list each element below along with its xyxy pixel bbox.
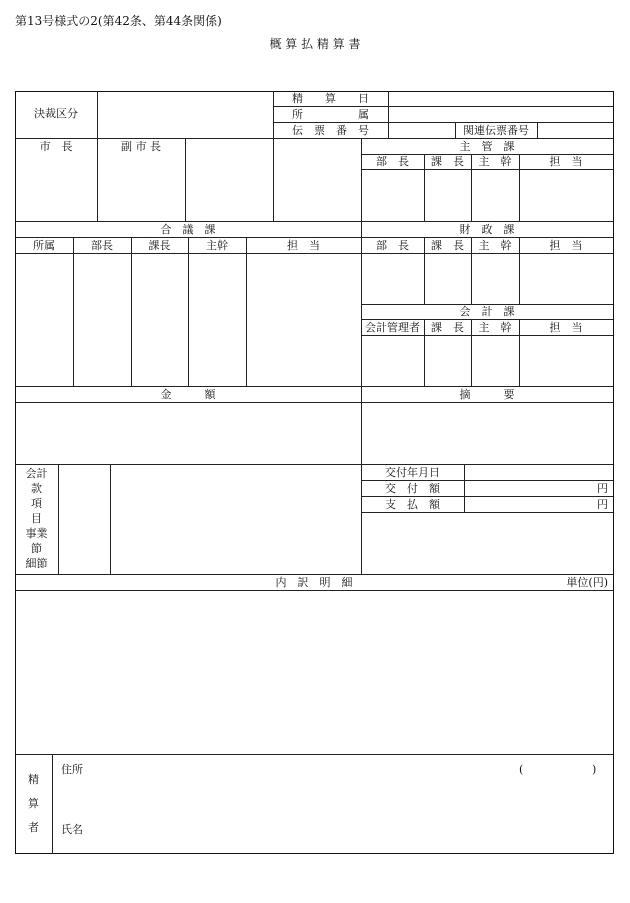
zaisei-tanto-label: 担 当 <box>549 239 583 252</box>
rule <box>15 138 613 139</box>
kaikei-code-label: 会計 <box>25 467 48 480</box>
shiharai-gaku-yen: 円 <box>597 498 608 511</box>
rule <box>185 138 186 221</box>
settler-label-2: 算 <box>28 797 39 810</box>
form-number: 第13号様式の2(第42条、第44条関係) <box>15 14 222 28</box>
kou-label: 項 <box>31 497 42 510</box>
gougi-kacho-label: 課長 <box>148 239 171 252</box>
setsu-label: 節 <box>31 542 42 555</box>
gougi-shukan-label: 主幹 <box>206 239 228 252</box>
rule <box>15 221 613 222</box>
phone-paren-close: ) <box>592 763 597 776</box>
gougi-shozoku-label: 所属 <box>33 239 55 252</box>
form-frame <box>15 91 614 854</box>
rule <box>537 122 538 138</box>
rule <box>15 464 613 465</box>
settlement-form <box>15 91 614 854</box>
phone-paren-open: ( <box>519 763 524 776</box>
rule <box>273 106 613 107</box>
denpyo-bango-label: 伝 票 番 号 <box>292 124 369 137</box>
name-label: 氏名 <box>61 823 83 836</box>
kaikei-tanto-label: 担 当 <box>549 321 583 334</box>
rule <box>15 237 613 238</box>
kan-label: 款 <box>31 482 42 495</box>
rule <box>361 480 613 481</box>
rule <box>15 754 613 755</box>
seisan-bi-label: 精 算 日 <box>292 92 369 105</box>
rule <box>15 590 613 591</box>
shozoku-label: 所 属 <box>292 108 369 121</box>
rule <box>15 402 613 403</box>
rule <box>188 237 189 386</box>
rule <box>131 237 132 386</box>
kofu-nengappi-label: 交付年月日 <box>385 466 440 479</box>
rule <box>273 122 613 123</box>
rule <box>361 169 613 170</box>
rule <box>58 464 59 574</box>
moku-label: 目 <box>31 512 42 525</box>
saisetsu-label: 細節 <box>25 557 48 570</box>
rule <box>73 237 74 386</box>
rule <box>97 91 98 138</box>
shukan-shukan-label: 主 幹 <box>478 155 512 168</box>
kaikei-kacho-label: 課 長 <box>431 321 464 334</box>
kaikei-ka-title: 会 計 課 <box>459 305 515 318</box>
rule <box>246 237 247 386</box>
gougi-tanto-label: 担 当 <box>287 239 320 252</box>
rule <box>361 319 613 320</box>
kofu-gaku-yen: 円 <box>597 482 608 495</box>
kofu-gaku-label: 交 付 額 <box>385 482 440 495</box>
gougi-bucho-label: 部長 <box>91 239 113 252</box>
kingaku-label: 金 額 <box>160 388 216 401</box>
rule <box>361 496 613 497</box>
zaisei-ka-title: 財 政 課 <box>459 223 515 236</box>
rule <box>52 754 53 854</box>
rule <box>361 335 613 336</box>
rule <box>361 512 613 513</box>
rule <box>361 464 362 574</box>
shiharai-gaku-label: 支 払 額 <box>385 498 440 511</box>
rule <box>361 138 362 464</box>
shukan-ka-label: 主 管 課 <box>459 140 515 153</box>
kessai-kubun-label: 決裁区分 <box>34 107 78 120</box>
rule <box>15 253 613 254</box>
shukan-kacho-label: 課 長 <box>431 155 464 168</box>
kaikei-shukan-label: 主 幹 <box>478 321 512 334</box>
zaisei-shukan-label: 主 幹 <box>478 239 512 252</box>
document-title: 概 算 払 精 算 書 <box>269 37 361 51</box>
shukan-bucho-label: 部 長 <box>376 155 409 168</box>
breakdown-unit: 単位(円) <box>566 576 608 589</box>
rule <box>15 574 613 575</box>
zaisei-bucho-label: 部 長 <box>376 239 409 252</box>
address-label: 住所 <box>61 763 83 776</box>
shicho-label: 市 長 <box>39 140 73 153</box>
settler-label-3: 者 <box>28 821 39 834</box>
zaisei-kacho-label: 課 長 <box>431 239 464 252</box>
jigyo-label: 事業 <box>25 527 48 540</box>
breakdown-title: 内 訳 明 細 <box>275 576 353 589</box>
rule <box>273 138 274 221</box>
shukan-tanto-label: 担 当 <box>549 155 583 168</box>
settler-label-1: 精 <box>28 773 39 786</box>
gougi-ka-title: 合 議 課 <box>160 223 216 236</box>
kanren-denpyo-bango-label: 関連伝票番号 <box>463 124 529 137</box>
rule <box>388 91 389 138</box>
fukushicho-label: 副 市 長 <box>121 140 161 153</box>
rule <box>110 464 111 574</box>
rule <box>15 386 613 387</box>
kaikei-kanrisha-label: 会計管理者 <box>365 321 420 334</box>
tekiyo-label: 摘 要 <box>459 388 515 401</box>
